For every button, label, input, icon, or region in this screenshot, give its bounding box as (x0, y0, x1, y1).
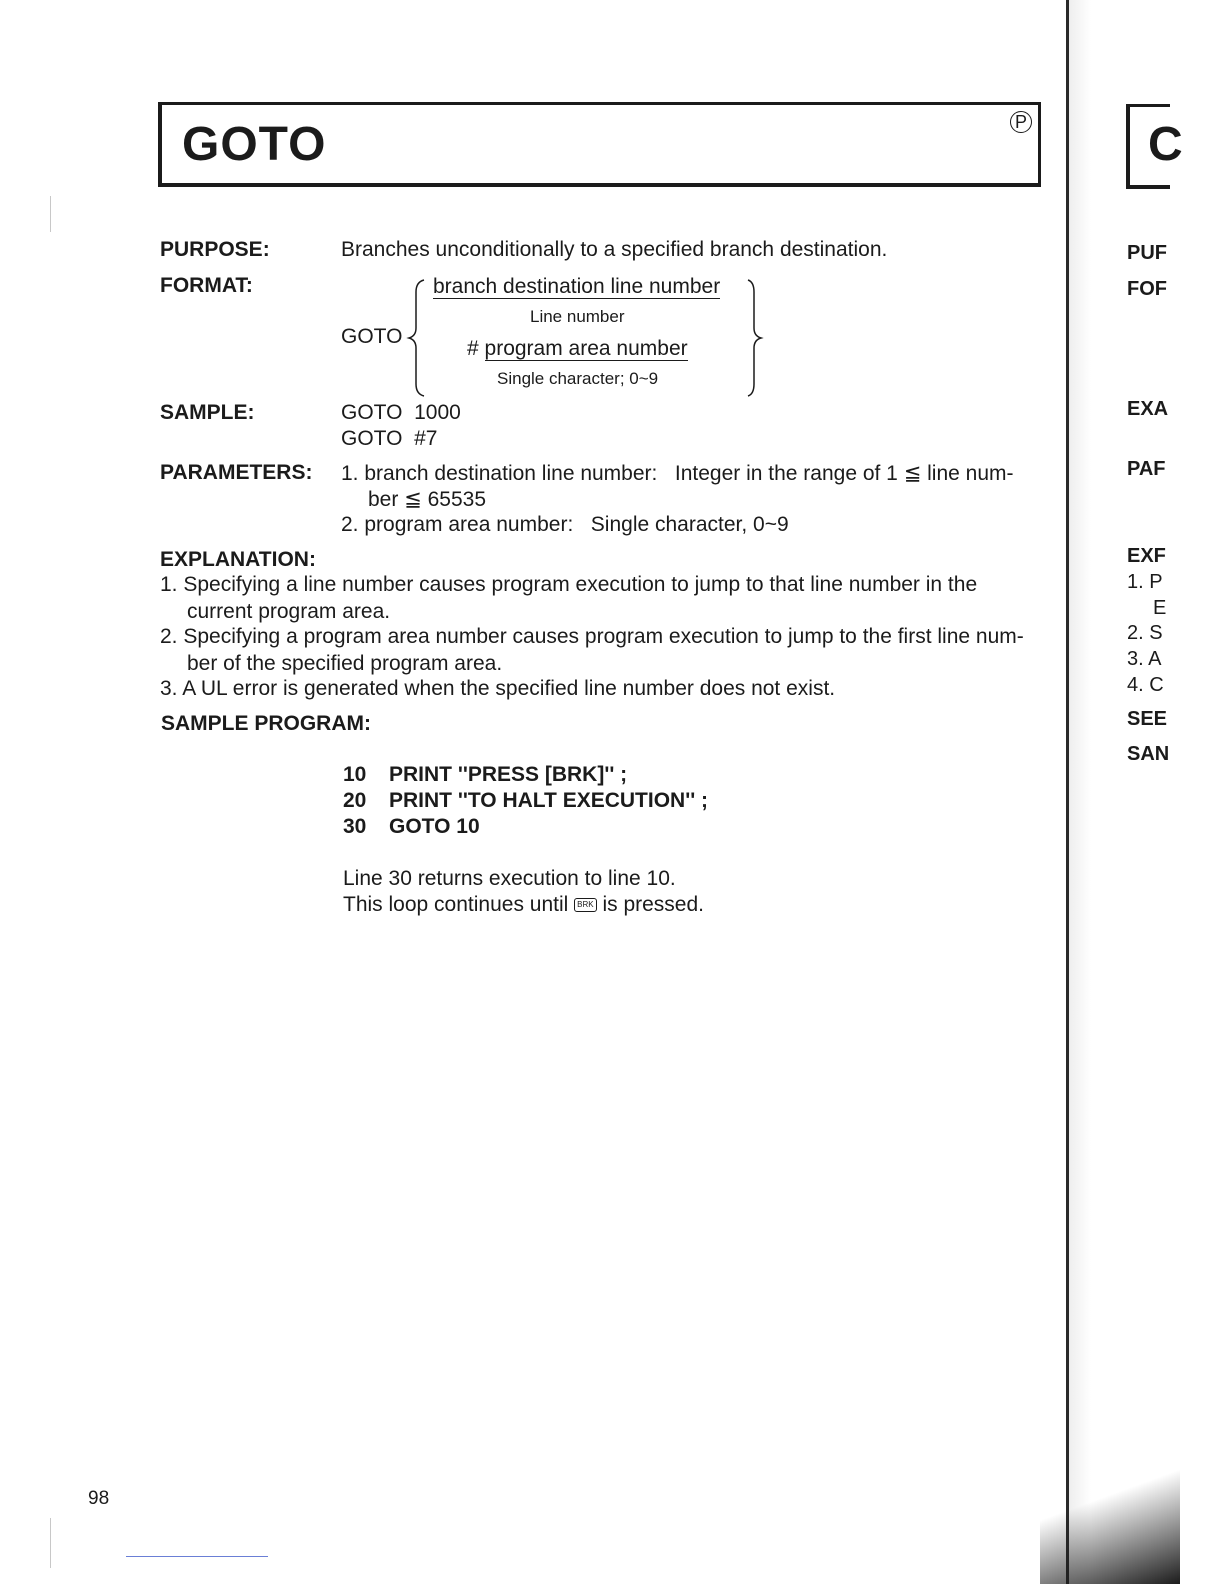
purpose-label: PURPOSE: (160, 238, 270, 261)
explanation-line: current program area. (187, 600, 391, 623)
book-spine (1066, 0, 1069, 1584)
parameter-2: 2. program area number: Single character, 0~9 (341, 513, 789, 536)
program-line-code: PRINT ''TO HALT EXECUTION'' ; (389, 789, 709, 812)
margin-mark (50, 1518, 51, 1568)
sample-line: GOTO 1000 (341, 401, 461, 424)
sample-label: SAMPLE: (160, 401, 255, 424)
program-note-line-1: Line 30 returns execution to line 10. (343, 867, 676, 890)
sample-program-label: SAMPLE PROGRAM: (161, 712, 371, 735)
margin-mark (50, 196, 51, 232)
program-line-number: 10 (343, 763, 367, 786)
program-line-code: GOTO 10 (389, 815, 480, 838)
next-page-line: E (1153, 597, 1167, 619)
next-page-label: PUF (1127, 242, 1167, 264)
format-label: FORMAT: (160, 274, 253, 297)
next-page-title: C (1148, 118, 1183, 171)
next-page-line: 4. C (1127, 674, 1164, 696)
blue-rule (126, 1556, 268, 1557)
explanation-line: 2. Specifying a program area number causes program execution to jump to the first line num- (160, 625, 1024, 648)
next-page-label: SAN (1127, 743, 1170, 765)
next-page-line: 1. P (1127, 571, 1163, 593)
next-page-line: 3. A (1127, 648, 1162, 670)
title-box (158, 102, 1041, 187)
format-right-brace (744, 278, 768, 398)
program-mode-mark: P (1010, 111, 1032, 133)
next-page-label: FOF (1127, 278, 1167, 300)
next-page-title-box (1126, 104, 1183, 189)
explanation-line: 3. A UL error is generated when the specified line number does not exist. (160, 677, 836, 700)
format-left-brace (404, 278, 428, 398)
format-option-program-area-note: Single character; 0~9 (497, 369, 659, 388)
brk-key-icon: BRK (574, 898, 596, 912)
parameter-1-cont: ber ≦ 65535 (368, 488, 487, 511)
sample-line: GOTO #7 (341, 427, 438, 450)
page-gutter-shadow (1069, 0, 1179, 1584)
format-option-program-area: # program area number (467, 337, 688, 360)
explanation-line: 1. Specifying a line number causes program execution to jump to that line number in the (160, 573, 978, 596)
program-note-line-2: This loop continues until BRK is pressed. (343, 893, 704, 916)
parameters-label: PARAMETERS: (160, 461, 313, 484)
page-number: 98 (88, 1488, 110, 1509)
next-page-line: 2. S (1127, 622, 1163, 644)
program-line-number: 30 (343, 815, 367, 838)
format-option-line-number: branch destination line number (433, 275, 721, 298)
next-page-label: SEE (1127, 708, 1168, 730)
format-keyword: GOTO (341, 325, 403, 348)
program-line-code: PRINT ''PRESS [BRK]'' ; (389, 763, 628, 786)
page-corner-shadow (1040, 1380, 1180, 1584)
next-page-label: EXF (1127, 545, 1166, 567)
format-option-line-number-note: Line number (530, 307, 625, 326)
program-line-number: 20 (343, 789, 367, 812)
next-page-label: EXA (1127, 398, 1169, 420)
explanation-label: EXPLANATION: (160, 548, 316, 571)
purpose-text: Branches unconditionally to a specified branch destination. (341, 238, 888, 261)
explanation-line: ber of the specified program area. (187, 652, 503, 675)
next-page-label: PAF (1127, 458, 1166, 480)
page-title: GOTO (182, 118, 327, 171)
parameter-1: 1. branch destination line number: Integer in the range of 1 ≦ line num- (341, 462, 1014, 485)
